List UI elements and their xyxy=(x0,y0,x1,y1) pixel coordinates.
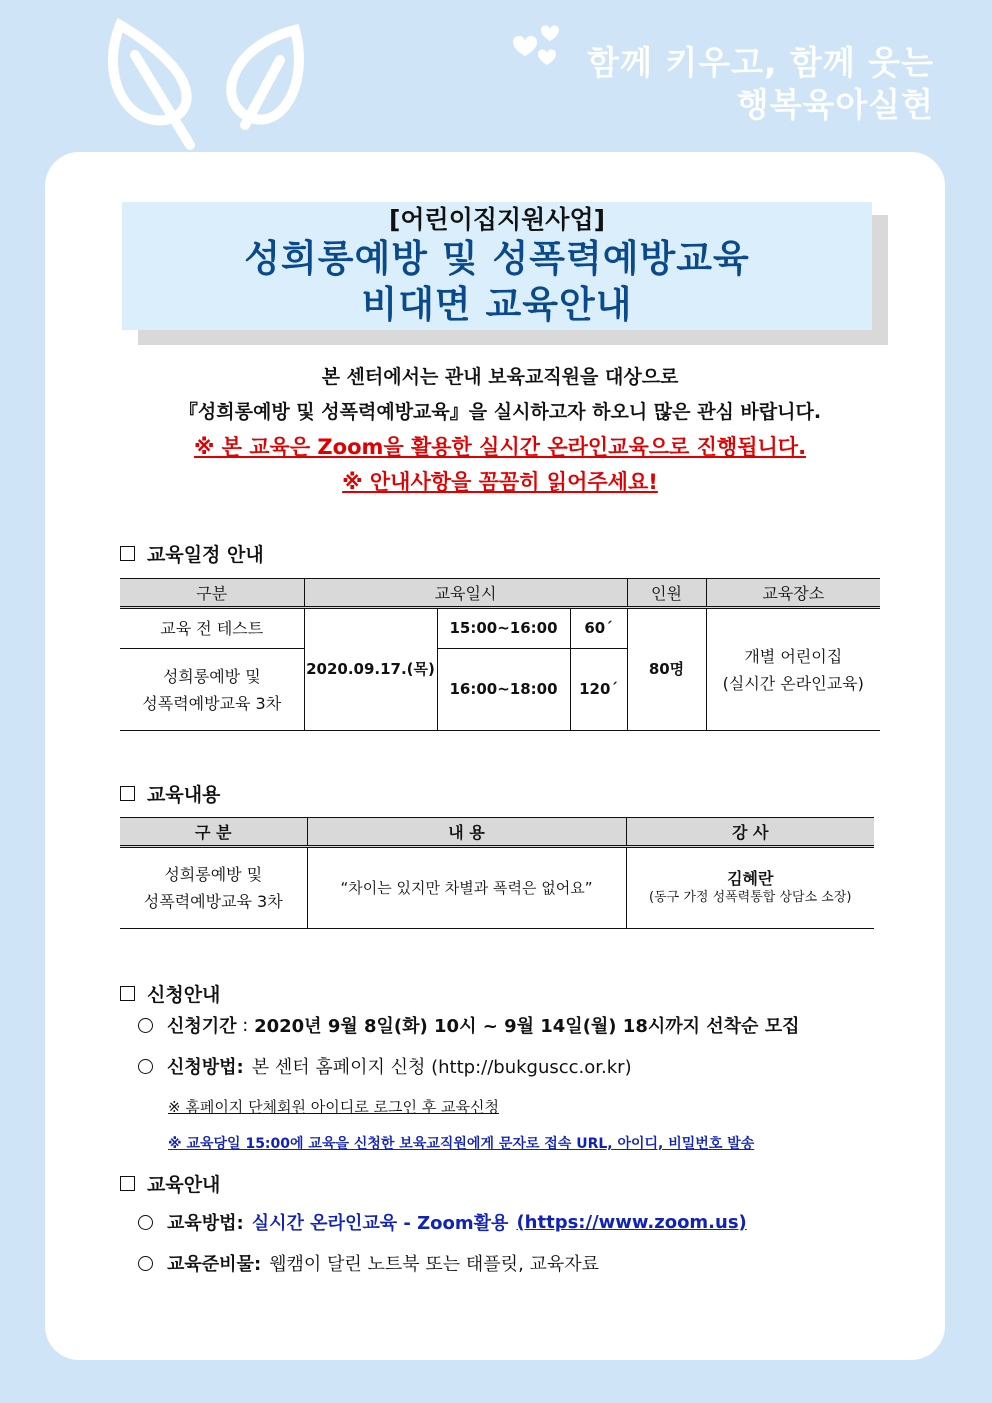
lecturer-name: 김혜란 xyxy=(727,869,774,888)
circle-bullet-icon xyxy=(138,1256,153,1271)
schedule-place-line1: 개별 어린이집 xyxy=(744,646,843,666)
content-category xyxy=(120,847,307,929)
circle-bullet-icon xyxy=(138,1215,153,1230)
apply-heading xyxy=(120,980,220,1007)
schedule-time2: 16:00~18:00 xyxy=(437,649,570,731)
slogan xyxy=(587,42,934,126)
apply-period xyxy=(138,1012,800,1038)
lecturer-role: (동구 가정 성폭력통합 상담소 소장) xyxy=(649,890,852,905)
guide-prep-label: 교육준비물: xyxy=(167,1254,262,1275)
content-lecturer xyxy=(626,847,874,929)
content-header-topic: 내 용 xyxy=(307,818,626,847)
content-heading-text: 교육내용 xyxy=(147,784,221,806)
leaf-icon xyxy=(95,15,325,155)
guide-heading-text: 교육안내 xyxy=(147,1174,221,1196)
circle-bullet-icon xyxy=(138,1059,153,1074)
schedule-time1: 15:00~16:00 xyxy=(437,608,570,649)
content-category-line1: 성희롱예방 및 xyxy=(164,865,263,884)
title-main-line1: 성희롱예방 및 성폭력예방교육 xyxy=(244,237,750,280)
intro-line2: 『성희롱예방 및 성폭력예방교육』을 실시하고자 하오니 많은 관심 바랍니다. xyxy=(178,401,822,423)
schedule-row2-label-line1: 성희롱예방 및 xyxy=(162,666,261,686)
schedule-row2-label xyxy=(120,649,304,731)
schedule-people: 80명 xyxy=(627,608,706,731)
apply-method-value[interactable]: 본 센터 홈페이지 신청 (http://bukguscc.or.kr) xyxy=(251,1057,632,1078)
schedule-header-place: 교육장소 xyxy=(706,579,880,608)
intro-line1: 본 센터에서는 관내 보육교직원을 대상으로 xyxy=(321,366,679,388)
slogan-line1: 함께 키우고, 함께 웃는 xyxy=(587,43,934,82)
intro xyxy=(60,360,940,500)
schedule-duration1: 60´ xyxy=(570,608,627,649)
schedule-row2-label-line2: 성폭력예방교육 3차 xyxy=(142,693,282,713)
schedule-header-datetime: 교육일시 xyxy=(304,579,627,608)
guide-prep xyxy=(138,1250,599,1276)
guide-method xyxy=(138,1209,747,1235)
apply-note-login: ※ 홈페이지 단체회원 아이디로 로그인 후 교육신청 xyxy=(168,1098,499,1116)
schedule-place-line2: (실시간 온라인교육) xyxy=(722,673,864,693)
content-header-category: 구 분 xyxy=(120,818,307,847)
checkbox-square-icon xyxy=(120,986,135,1001)
guide-method-label: 교육방법: xyxy=(167,1213,244,1234)
content-heading xyxy=(120,780,220,807)
title-subtitle: [어린이집지원사업] xyxy=(388,205,606,234)
schedule-date: 2020.09.17.(목) xyxy=(304,608,437,731)
intro-alert-zoom: ※ 본 교육은 Zoom을 활용한 실시간 온라인교육으로 진행됩니다. xyxy=(193,435,807,459)
guide-heading xyxy=(120,1170,220,1197)
guide-prep-value: 웹캠이 달린 노트북 또는 태플릿, 교육자료 xyxy=(269,1254,600,1275)
checkbox-square-icon xyxy=(120,546,135,561)
title-main-line2: 비대면 교육안내 xyxy=(361,283,633,326)
hearts-icon xyxy=(505,20,575,80)
content-topic: “차이는 있지만 차별과 폭력은 없어요” xyxy=(307,847,626,929)
schedule-heading xyxy=(120,540,264,567)
apply-method-label: 신청방법: xyxy=(167,1057,244,1078)
title-box xyxy=(122,202,872,330)
schedule-place xyxy=(706,608,880,731)
apply-method xyxy=(138,1053,632,1079)
apply-heading-text: 신청안내 xyxy=(147,984,221,1006)
circle-bullet-icon xyxy=(138,1018,153,1033)
schedule-table xyxy=(120,578,880,731)
checkbox-square-icon xyxy=(120,1176,135,1191)
apply-note-sms: ※ 교육당일 15:00에 교육을 신청한 보육교직원에게 문자로 접속 URL, 아이디, 비밀번호 발송 xyxy=(168,1136,755,1152)
zoom-link[interactable]: (https://www.zoom.us) xyxy=(516,1211,747,1233)
apply-period-label: 신청기간 xyxy=(167,1016,237,1037)
apply-period-value: 2020년 9월 8일(화) 10시 ~ 9월 14일(월) 18시까지 선착순 모집 xyxy=(254,1016,800,1037)
schedule-heading-text: 교육일정 안내 xyxy=(147,544,264,566)
apply-period-sep: : xyxy=(236,1014,255,1036)
schedule-row1-label: 교육 전 테스트 xyxy=(120,608,304,649)
schedule-header-category: 구분 xyxy=(120,579,304,608)
schedule-duration2: 120´ xyxy=(570,649,627,731)
intro-alert-read: ※ 안내사항을 꼼꼼히 읽어주세요! xyxy=(342,470,658,494)
content-table xyxy=(120,817,874,929)
checkbox-square-icon xyxy=(120,786,135,801)
content-header-lecturer: 강 사 xyxy=(626,818,874,847)
slogan-line2: 행복육아실현 xyxy=(736,85,934,124)
guide-method-value: 실시간 온라인교육 - Zoom활용 xyxy=(251,1213,509,1234)
schedule-header-people: 인원 xyxy=(627,579,706,608)
content-category-line2: 성폭력예방교육 3차 xyxy=(143,892,283,911)
